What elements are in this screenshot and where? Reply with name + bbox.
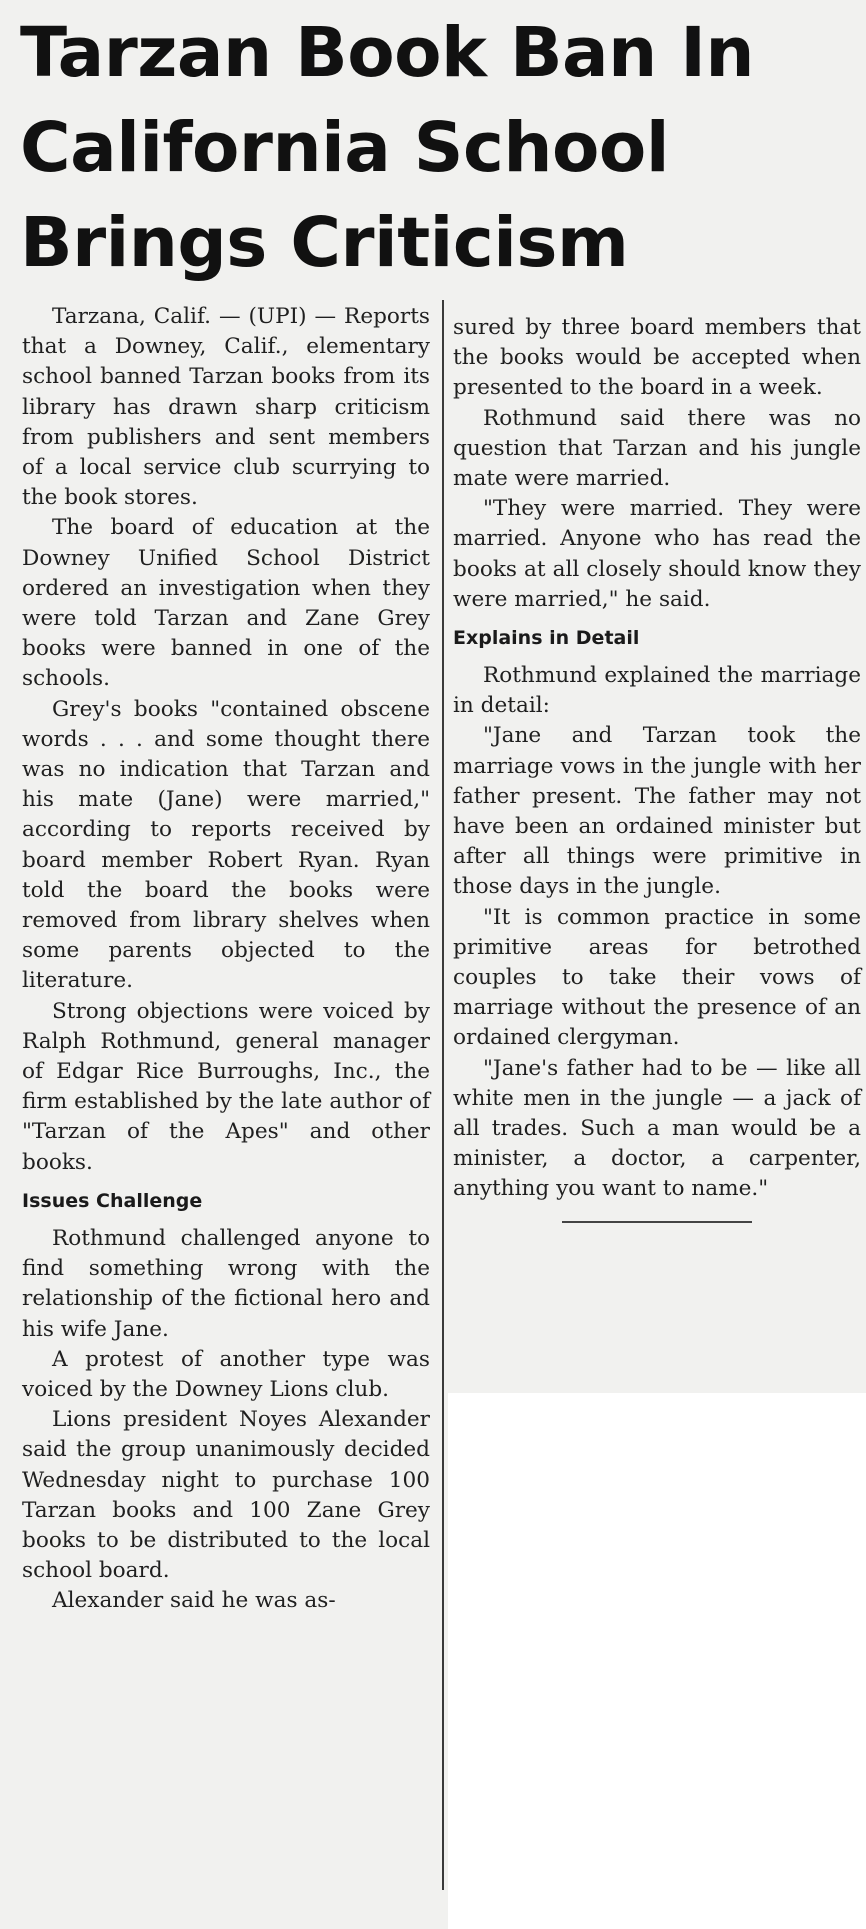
subhead-explains-in-detail: Explains in Detail: [453, 627, 640, 650]
paragraph: "They were married. They were married. Anyone who has read the books at all closely should know they were married," he said.: [453, 496, 861, 612]
paragraph: Rothmund challenged anyone to find something wrong with the relationship of the fictional hero and his wife Jane.: [22, 1225, 430, 1342]
paragraph: Rothmund explained the marriage in detail:: [453, 663, 861, 719]
paragraph: "It is common practice in some primitive areas for betrothed couples to take their vows of marriage without the presence of an ordained clergyman.: [453, 904, 861, 1051]
paragraph: Alexander said he was as-: [52, 1588, 336, 1614]
paragraph: A protest of another type was voiced by the Downey Lions club.: [22, 1346, 430, 1402]
column-divider: [442, 300, 444, 1890]
paragraph: Strong objections were voiced by Ralph Rothmund, general manager of Edgar Rice Burroughs, Inc., the firm established by the late author of "Tarzan of the Apes" and other books.: [22, 998, 430, 1175]
paragraph: "Jane's father had to be — like all white men in the jungle — a jack of all trades. Such a man would be a minister, a doctor, a carpenter, anything you want to name.": [453, 1055, 861, 1202]
headline-line-3: Brings Criticism: [20, 203, 629, 283]
headline: [20, 6, 850, 291]
right-column: [453, 313, 861, 1223]
headline-line-1: Tarzan Book Ban In: [20, 13, 755, 93]
end-of-article-rule: [562, 1221, 752, 1223]
paragraph: sured by three board members that the books would be accepted when presented to the board in a week.: [453, 315, 861, 401]
paragraph: Lions president Noyes Alexander said the group unanimously decided Wednesday night to purchase 100 Tarzan books and 100 Zane Grey books to be distributed to the local school board.: [22, 1407, 430, 1584]
paragraph: Grey's books "contained obscene words . . . and some thought there was no indication that Tarzan and his mate (Jane) were married," according to reports received by board member Robert Ryan. Ryan told the board the books were removed from library shelves when some parents objected to the literature.: [22, 696, 430, 994]
left-column: [22, 302, 430, 1617]
paragraph: "Jane and Tarzan took the marriage vows in the jungle with her father present. The father may not have been an ordained minister but after all things were primitive in those days in the jungle.: [453, 723, 861, 900]
headline-line-2: California School: [20, 108, 669, 188]
paragraph: Tarzana, Calif. — (UPI) — Reports that a Downey, Calif., elementary school banned Tarzan books from its library has drawn sharp criticism from publishers and sent members of a local service club scurrying to the book stores.: [22, 304, 430, 511]
paragraph: The board of education at the Downey Unified School District ordered an investigation when they were told Tarzan and Zane Grey books were banned in one of the schools.: [22, 515, 430, 692]
subhead-issues-challenge: Issues Challenge: [22, 1189, 203, 1212]
paragraph: Rothmund said there was no question that Tarzan and his jungle mate were married.: [453, 405, 861, 492]
